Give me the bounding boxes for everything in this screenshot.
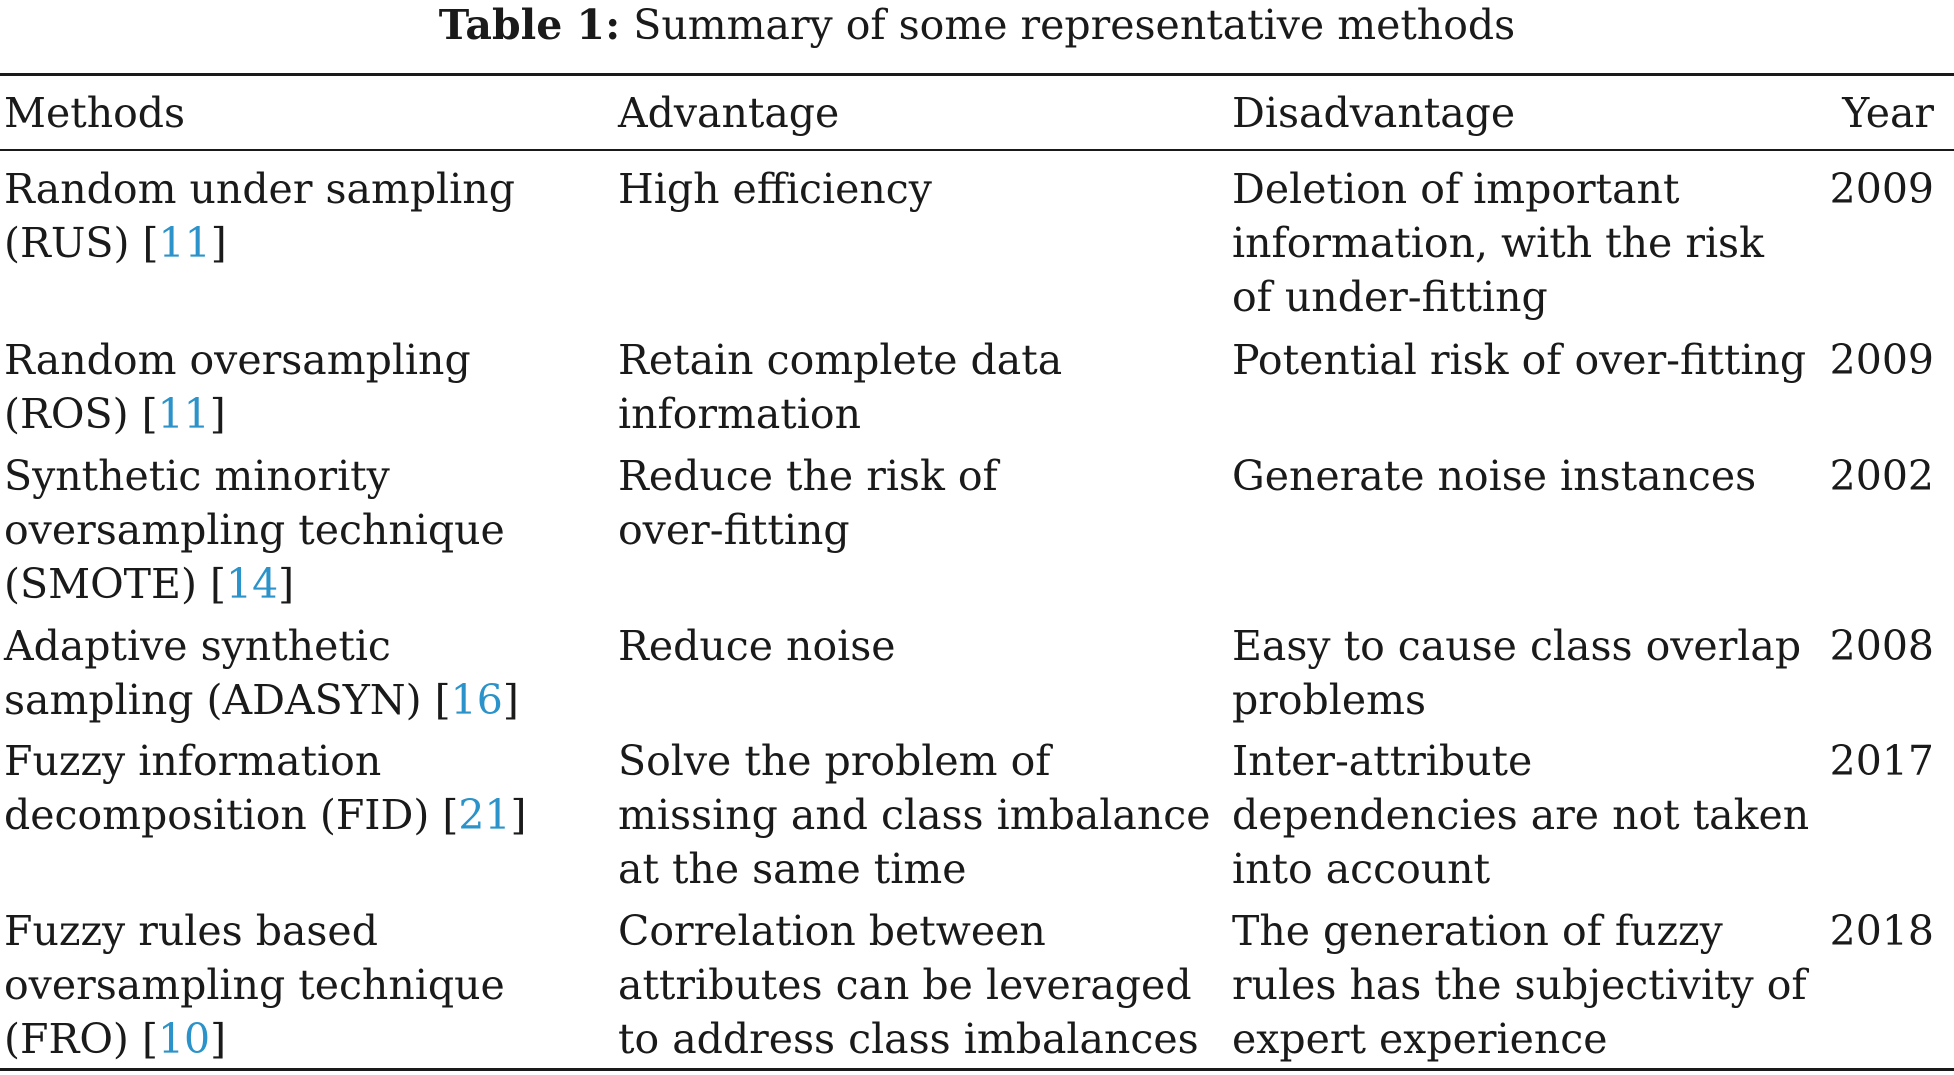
row-0-citation-link[interactable]: 11 [158,219,211,267]
row-4-disadvantage-line: into account [1232,845,1491,893]
row-0-disadvantage [1232,162,1764,324]
row-5-disadvantage-line: expert experience [1232,1015,1608,1063]
row-4-advantage-line: Solve the problem of [618,737,1051,785]
row-1-advantage-line: information [618,390,861,438]
row-0-advantage-line: High efficiency [618,165,932,213]
row-0-disadvantage-line: Deletion of important [1232,165,1680,213]
row-5-method-close: ] [210,1015,227,1063]
row-3-advantage-line: Reduce noise [618,622,896,670]
row-4-citation-link[interactable]: 21 [458,791,511,839]
row-4-method [4,734,527,842]
table-caption-text: Summary of some representative methods [633,1,1516,49]
row-1-method-line-last [4,387,471,441]
header-advantage: Advantage [618,89,840,137]
row-5-method-line: oversampling technique [4,961,505,1009]
row-0-disadvantage-line: information, with the risk [1232,219,1764,267]
row-1-advantage [618,333,1062,441]
row-1-disadvantage-line: Potential risk of over-fitting [1232,336,1807,384]
row-1-method [4,333,471,441]
row-5-advantage-line: attributes can be leveraged [618,961,1192,1009]
row-0-year: 2009 [1829,165,1934,213]
row-5-method [4,904,505,1066]
header-disadvantage: Disadvantage [1232,89,1516,137]
row-4-disadvantage [1232,734,1809,896]
row-1-disadvantage [1232,333,1806,387]
row-1-method-last: (ROS) [ [4,390,158,438]
row-5-advantage-line: Correlation between [618,907,1046,955]
row-0-method-line: Random under sampling [4,165,515,213]
row-2-method-last: (SMOTE) [ [4,560,226,608]
row-2-method-line-last [4,557,505,611]
row-2-advantage-line: over-fitting [618,506,850,554]
table-caption-label: Table 1: [438,1,621,49]
row-5-citation-link[interactable]: 10 [157,1015,211,1063]
row-2-method [4,449,505,611]
row-0-method-last: (RUS) [ [4,219,159,267]
row-2-method-line: Synthetic minority [4,452,390,500]
row-0-advantage [618,162,932,216]
row-0-method-line-last [4,216,515,270]
row-3-disadvantage [1232,619,1801,727]
header-year: Year [1842,89,1934,137]
row-5-disadvantage [1232,904,1807,1066]
row-4-method-close: ] [510,791,527,839]
row-4-method-last: decomposition (FID) [ [4,791,459,839]
row-3-advantage [618,619,896,673]
row-3-disadvantage-line: problems [1232,676,1427,724]
row-0-method-close: ] [210,219,227,267]
row-2-year: 2002 [1829,452,1934,500]
row-1-method-close: ] [209,390,226,438]
row-1-citation-link[interactable]: 11 [157,390,210,438]
header-methods: Methods [4,89,186,137]
row-4-method-line-last [4,788,527,842]
row-5-disadvantage-line: The generation of fuzzy [1232,907,1723,955]
row-3-year: 2008 [1829,622,1934,670]
row-5-disadvantage-line: rules has the subjectivity of [1232,961,1807,1009]
row-2-citation-link[interactable]: 14 [225,560,279,608]
row-2-method-close: ] [278,560,295,608]
row-3-method-line-last [4,673,519,727]
row-2-advantage-line: Reduce the risk of [618,452,998,500]
row-3-disadvantage-line: Easy to cause class overlap [1232,622,1802,670]
row-2-advantage [618,449,998,557]
row-4-year: 2017 [1829,737,1934,785]
row-4-advantage-line: missing and class imbalance [618,791,1211,839]
row-5-advantage-line: to address class imbalances [618,1015,1199,1063]
row-5-method-line: Fuzzy rules based [4,907,378,955]
row-5-year: 2018 [1829,907,1934,955]
row-0-method [4,162,515,270]
row-1-method-line: Random oversampling [4,336,471,384]
row-4-disadvantage-line: dependencies are not taken [1232,791,1810,839]
row-4-advantage [618,734,1211,896]
row-5-method-last: (FRO) [ [4,1015,158,1063]
row-3-method-line: Adaptive synthetic [4,622,391,670]
row-0-disadvantage-line: of under-fitting [1232,273,1548,321]
row-2-disadvantage-line: Generate noise instances [1232,452,1757,500]
row-3-method-last: sampling (ADASYN) [ [4,676,451,724]
row-4-method-line: Fuzzy information [4,737,382,785]
row-3-method-close: ] [502,676,519,724]
row-1-year: 2009 [1829,336,1934,384]
row-3-citation-link[interactable]: 16 [450,676,503,724]
row-4-advantage-line: at the same time [618,845,967,893]
row-2-disadvantage [1232,449,1756,503]
row-3-method [4,619,519,727]
row-5-advantage [618,904,1199,1066]
row-2-method-line: oversampling technique [4,506,505,554]
row-1-advantage-line: Retain complete data [618,336,1063,384]
row-5-method-line-last [4,1012,505,1066]
row-4-disadvantage-line: Inter-attribute [1232,737,1533,785]
